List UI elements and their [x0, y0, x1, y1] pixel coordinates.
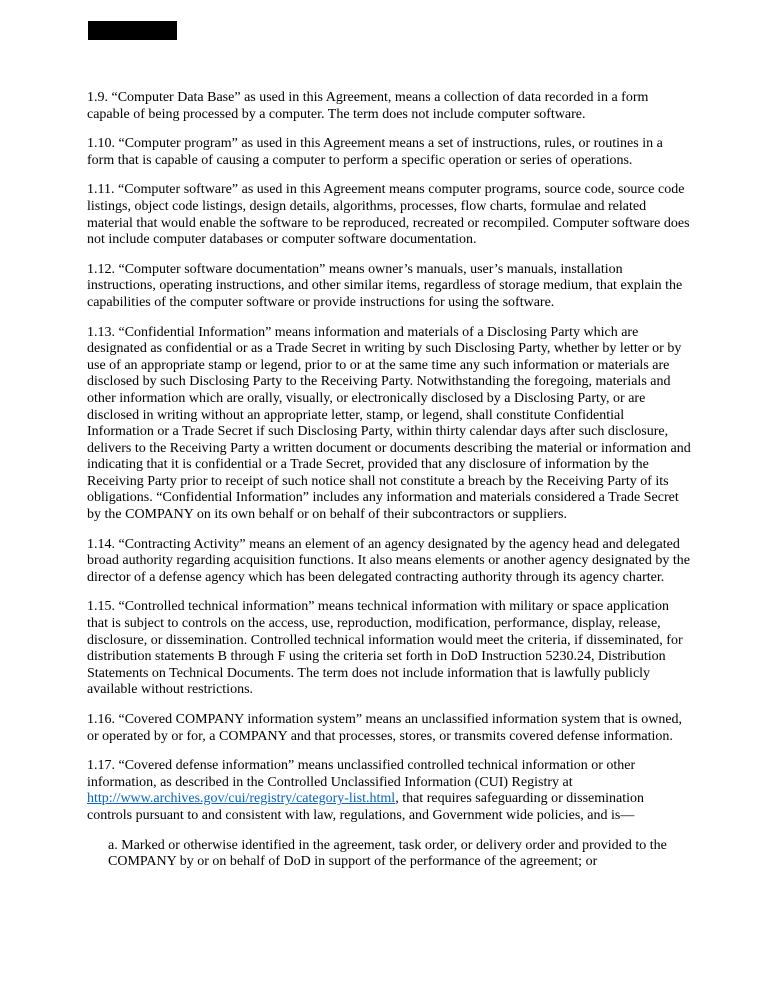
paragraph-1-12: 1.12. “Computer software documentation” means owner’s manuals, user’s manuals, installation instructions, operating instructions, and other similar items, regardless of storage medium, that explain the capabilities of the computer software or provide instructions for using the software. — [87, 261, 683, 310]
paragraph-1-16: 1.16. “Covered COMPANY information system” means an unclassified information system that is owned, or operated by or for, a COMPANY and that processes, stores, or transmits covered defense information. — [87, 712, 683, 744]
paragraph-1-17-text-before: 1.17. “Covered defense information” means unclassified controlled technical information or other information, as described in the Controlled Unclassified Information (CUI) Registry at — [87, 758, 636, 790]
paragraph-1-17-text-after: , that requires safeguarding or dissemination controls pursuant to and consistent with law, regulations, and Government wide policies, and is— — [87, 791, 645, 823]
paragraph-1-15: 1.15. “Controlled technical information” means technical information with military or space application that is subject to controls on the access, use, reproduction, modification, performance, display, release, disclosure, or dissemination. Controlled technical information would meet the criteria, if disseminated, for distribution statements B through F using the criteria set forth in DoD Instruction 5230.24, Distribution Statements on Technical Documents. The term does not include information that is lawfully publicly available without restrictions. — [87, 599, 683, 698]
subparagraph-a: a. Marked or otherwise identified in the agreement, task order, or delivery order and provided to the COMPANY by or on behalf of DoD in support of the performance of the agreement; or — [108, 837, 667, 870]
paragraph-1-9: 1.9. “Computer Data Base” as used in this Agreement, means a collection of data recorded in a form capable of being processed by a computer. The term does not include computer software. — [87, 90, 649, 122]
cui-registry-link[interactable]: http://www.archives.gov/cui/registry/category-list.html — [87, 791, 396, 807]
redaction-box — [88, 21, 177, 40]
paragraph-1-13: 1.13. “Confidential Information” means information and materials of a Disclosing Party which are designated as confidential or as a Trade Secret in writing by such Disclosing Party, whether by letter or by use of an appropriate stamp or legend, prior to or at the same time any such information or materials are disclosed by such Disclosing Party to the Receiving Party. Notwithstanding the foregoing, materials and other information which are orally, visually, or electronically disclosed by a Disclosing Party, or are disclosed in writing without an appropriate letter, stamp, or legend, shall constitute Confidential Information or a Trade Secret if such Disclosing Party, within thirty calendar days after such disclosure, delivers to the Receiving Party a written document or documents describing the material or information and indicating that it is confidential or a Trade Secret, provided that any disclosure of information by the Receiving Party prior to receipt of such notice shall not constitute a breach by the Receiving Party of its obligations. “Confidential Information” includes any information and materials considered a Trade Secret by the COMPANY on its own behalf or on behalf of their subcontractors or suppliers. — [87, 324, 691, 523]
paragraph-1-10: 1.10. “Computer program” as used in this Agreement means a set of instructions, rules, or routines in a form that is capable of causing a computer to perform a specific operation or series of operations. — [87, 136, 663, 168]
paragraph-1-14: 1.14. “Contracting Activity” means an element of an agency designated by the agency head and delegated broad authority regarding acquisition functions. It also means elements or another agency designated by the director of a defense agency which has been delegated contracting authority through its agency charter. — [87, 536, 690, 585]
paragraph-1-11: 1.11. “Computer software” as used in this Agreement means computer programs, source code, source code listings, object code listings, design details, algorithms, processes, flow charts, formulae and related material that would enable the software to be reproduced, recreated or recompiled. Computer software does not include computer databases or computer software documentation. — [87, 182, 690, 248]
document-body — [87, 90, 691, 884]
paragraph-1-17 — [87, 758, 691, 824]
